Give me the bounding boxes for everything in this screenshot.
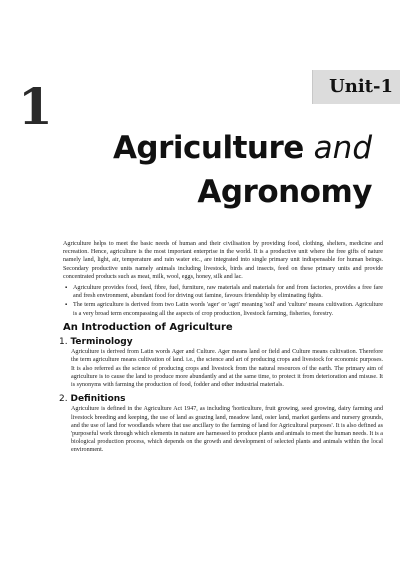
title-bold-word: Agriculture: [112, 130, 304, 166]
intro-paragraph: Agriculture helps to meet the basic needs of human and their civilisation by providing food, clothing, shelters, medicine and recreation. Hence, agriculture is the most important enterprise in the world. It is a productive unit where the free gifts of nature namely land, light, air, temperature and rain water etc., are integrated into single primary unit indispensable for human beings. Secondary productive units namely animals including livestock, birds and insects, feed on these primary units and provide concentrated products such as meat, milk, wool, eggs, honey, silk and lac.: [63, 241, 383, 280]
subsection-number: 2.: [59, 394, 68, 405]
chapter-title: [113, 126, 372, 214]
unit-label: Unit-1: [329, 76, 393, 97]
subsection-title: Terminology: [70, 337, 133, 348]
subsection-title: Definitions: [70, 394, 126, 405]
page-content: [59, 240, 383, 458]
subsection-number: 1.: [59, 337, 68, 348]
subsection-text: Agriculture is defined in the Agriculture Act 1947, as including 'horticulture, fruit growing, seed growing, dairy farming and livestock breeding and keeping, the use of land as grazing land, meadow land, osier land, market gardens and nursery grounds, and the use of land for woodlands where that use ancillary to the farming of land for Agricultural purposes'. It is also defined as 'purposeful work through which elements in nature are harnessed to produce plants and animals to meet the human needs. It is a biological production process, which depends on the growth and development of selected plants and animals within the local environment.: [71, 406, 383, 454]
unit-tab: [312, 70, 400, 104]
chapter-number: 1: [18, 77, 53, 136]
section-heading: An Introduction of Agriculture: [63, 321, 233, 333]
bullet-item: ▪ Agriculture provides food, feed, fibre, fuel, furniture, raw materials and materials for and from factories, provides a free fare and fresh environment, abundant food for driving out famine, favours friendship by eliminating fights.: [73, 284, 383, 300]
title-line-2-word: Agronomy: [197, 174, 372, 210]
title-line-1: [113, 126, 372, 170]
bullet-list: [63, 284, 383, 318]
subsection-heading-definitions: [59, 395, 383, 403]
title-italic-word: and: [313, 130, 372, 166]
bullet-item: ▪ The term agriculture is derived from two Latin words 'ager' or 'agri' meaning 'soil' and 'culture' means cultivation. Agriculture is a very broad term encompassing all the aspects of crop production, livestock farming, fisheries, forestry.: [73, 301, 383, 317]
subsection-text: Agriculture is derived from Latin words Ager and Culture. Ager means land or field and Culture means cultivation. Therefore the term agriculture means cultivation of land. i.e., the science and art of producing crops and livestock for economic purposes. It is also referred as the science of producing crops and livestock from the natural resources of the earth. The primary aim of agriculture is to cause the land to produce more abundantly and at the same time, to protect it from deterioration and misuse. It is synonyms with farming the production of food, fodder and other industrial materials.: [71, 349, 383, 389]
subsection-heading-terminology: [59, 338, 383, 346]
title-line-2: [113, 170, 372, 214]
